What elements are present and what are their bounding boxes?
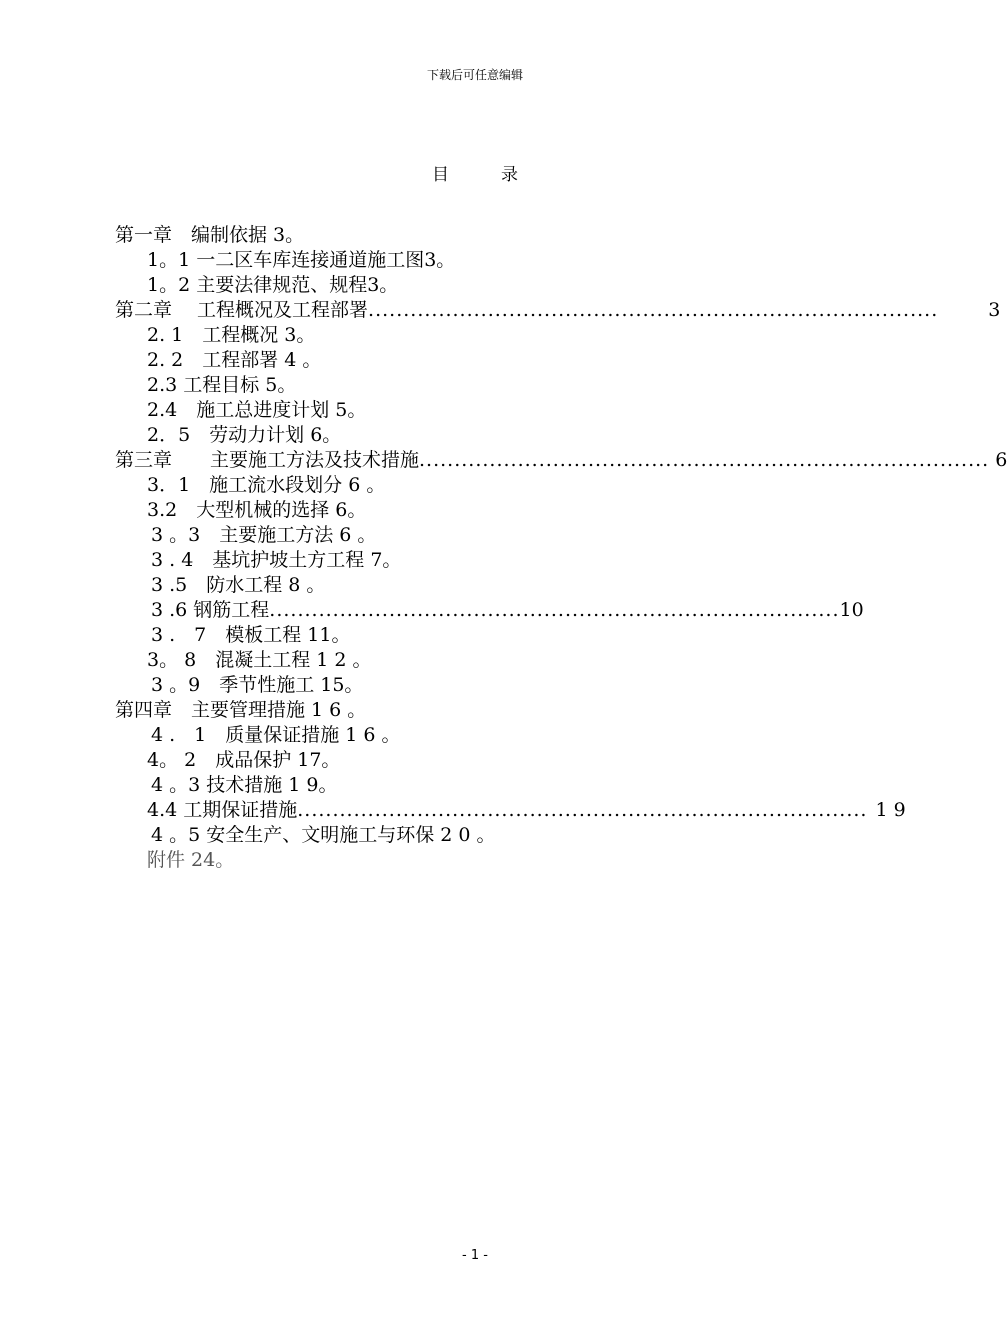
toc-chapter-2[interactable]: [115, 298, 1001, 323]
toc-entry-3-6[interactable]: [151, 598, 864, 623]
toc-entry-3-3[interactable]: 3 。3 主要施工方法 6 。: [151, 524, 377, 546]
toc-chapter-2-page: 3: [988, 299, 1001, 321]
toc-entry-3-5[interactable]: 3 .5 防水工程 8 。: [151, 574, 326, 596]
toc-entry-4-1[interactable]: 4 . 1 质量保证措施 1 6 。: [151, 724, 401, 746]
toc-entry-1-1[interactable]: 1。1 一二区车库连接通道施工图3。: [147, 249, 456, 271]
leader-dots: .................................................................................: [297, 799, 868, 821]
toc-entry-3-1[interactable]: 3．1 施工流水段划分 6 。: [147, 474, 386, 496]
leader-dots: .................................................................................: [419, 449, 990, 471]
toc-entry-2-4[interactable]: 2.4 施工总进度计划 5。: [147, 399, 367, 421]
toc-chapter-2-label: 第二章 工程概况及工程部署: [115, 299, 369, 321]
toc-entry-3-2[interactable]: 3.2 大型机械的选择 6。: [147, 499, 367, 521]
toc-entry-4-5[interactable]: 4 。5 安全生产、文明施工与环保 2 0 。: [151, 824, 496, 846]
toc-entry-2-1[interactable]: 2. 1 工程概况 3。: [147, 324, 316, 346]
toc-entry-2-5[interactable]: 2．5 劳动力计划 6。: [147, 424, 342, 446]
toc-entry-4-2[interactable]: 4。 2 成品保护 17。: [147, 749, 341, 771]
page-number: - 1 -: [462, 1248, 488, 1263]
toc-chapter-1[interactable]: 第一章 编制依据 3。: [115, 224, 305, 246]
toc-entry-appendix[interactable]: 附件 24。: [147, 849, 235, 871]
toc-entry-4-4-label: 4.4 工期保证措施: [147, 799, 298, 821]
leader-dots: .................................................................................: [368, 299, 939, 321]
toc-entry-3-4[interactable]: 3 . 4 基坑护坡土方工程 7。: [151, 549, 402, 571]
toc-chapter-3[interactable]: [115, 448, 1007, 473]
leader-dots: .................................................................................: [269, 599, 840, 621]
page-title: 目录: [432, 165, 570, 185]
toc-entry-4-4[interactable]: [147, 798, 906, 823]
toc-entry-3-7[interactable]: 3 . 7 模板工程 11。: [151, 624, 351, 646]
toc-entry-3-9[interactable]: 3 。9 季节性施工 15。: [151, 674, 364, 696]
toc-entry-4-3[interactable]: 4 。3 技术措施 1 9。: [151, 774, 338, 796]
toc-entry-3-6-page: 10: [839, 599, 864, 621]
toc-entry-3-6-label: 3 .6 钢筋工程: [151, 599, 270, 621]
toc-chapter-3-page: 6: [995, 449, 1007, 471]
toc-entry-4-4-page: 1 9: [875, 799, 906, 821]
page-header: 下载后可任意编辑: [426, 68, 523, 82]
toc-entry-3-8[interactable]: 3。 8 混凝土工程 1 2 。: [147, 649, 372, 671]
toc-entry-2-3[interactable]: 2.3 工程目标 5。: [147, 374, 297, 396]
toc-entry-2-2[interactable]: 2. 2 工程部署 4 。: [147, 349, 322, 371]
toc-entry-1-2[interactable]: 1。2 主要法律规范、规程3。: [147, 274, 399, 296]
toc-chapter-4[interactable]: 第四章 主要管理措施 1 6 。: [115, 699, 367, 721]
toc-chapter-3-label: 第三章 主要施工方法及技术措施: [115, 449, 420, 471]
